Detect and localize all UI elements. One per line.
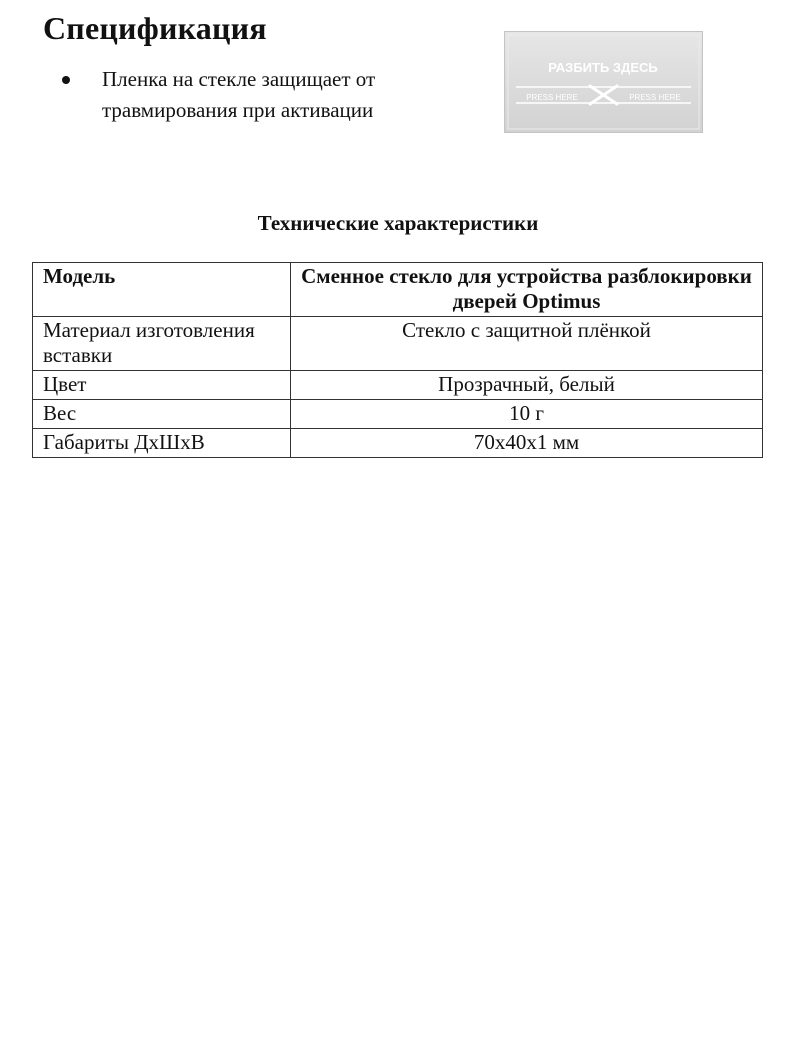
row-label: Габариты ДхШхВ (33, 429, 291, 458)
glass-caption-right: PRESS HERE (629, 93, 681, 102)
row-value: 10 г (291, 400, 763, 429)
feature-list (62, 64, 422, 126)
row-value: 70x40x1 мм (291, 429, 763, 458)
glass-caption-main: РАЗБИТЬ ЗДЕСЬ (548, 60, 658, 75)
row-label: Материал изготовления вставки (33, 317, 291, 371)
table-row (33, 317, 763, 371)
table-header-value: Сменное стекло для устройства разблокировки дверей Optimus (291, 263, 763, 317)
table-header-label: Модель (33, 263, 291, 317)
feature-item (62, 64, 422, 126)
specs-table (32, 262, 763, 458)
specs-heading: Технические характеристики (257, 211, 539, 235)
table-row (33, 429, 763, 458)
glass-insert-image (504, 31, 703, 133)
table-row (33, 371, 763, 400)
row-label: Цвет (33, 371, 291, 400)
feature-text: Пленка на стекле защищает от травмирования при активации (102, 67, 376, 122)
row-value: Прозрачный, белый (291, 371, 763, 400)
table-row (33, 400, 763, 429)
row-label: Вес (33, 400, 291, 429)
table-header-row (33, 263, 763, 317)
bullet-icon (62, 76, 70, 84)
glass-caption-left: PRESS HERE (526, 93, 578, 102)
row-value: Стекло с защитной плёнкой (291, 317, 763, 371)
page-title: Спецификация (43, 10, 267, 46)
glass-panel (505, 32, 703, 133)
